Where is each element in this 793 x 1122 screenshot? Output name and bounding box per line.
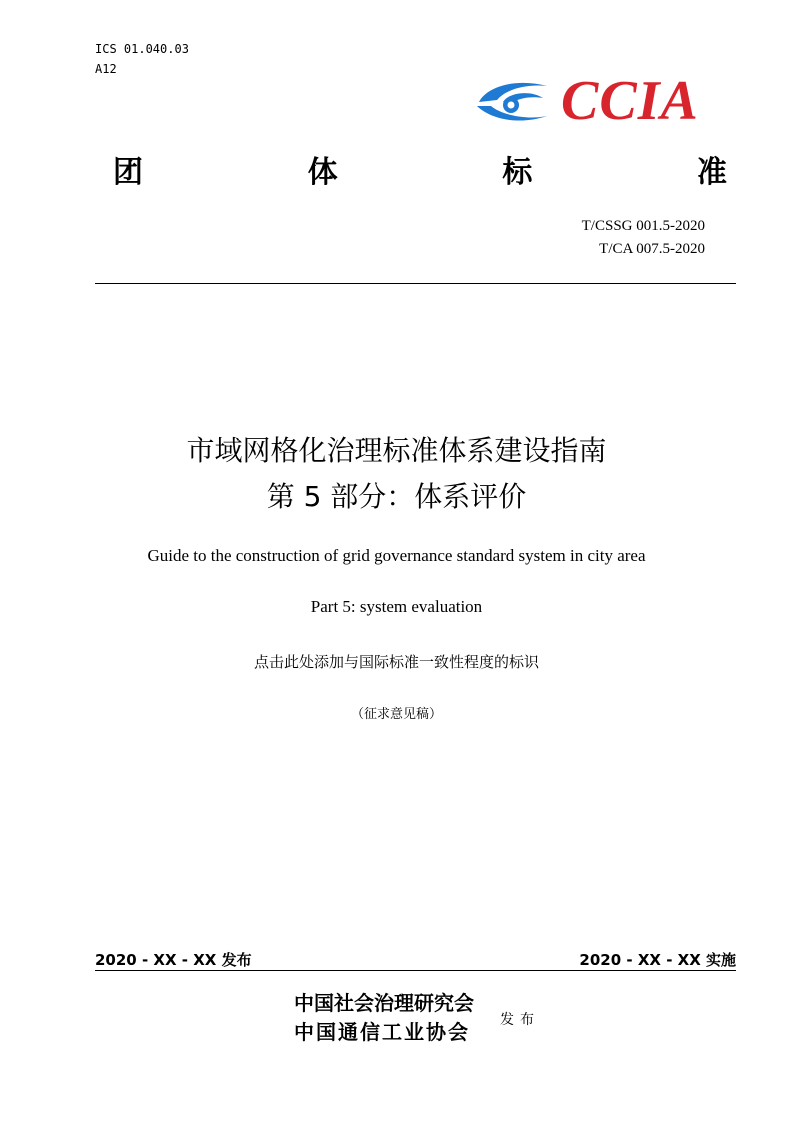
classification-code: A12 — [95, 62, 117, 76]
top-divider — [95, 283, 736, 284]
issuer-org-1: 中国社会治理研究会 — [294, 991, 474, 1015]
issuer-org-2: 中国通信工业协会 — [294, 1020, 470, 1044]
title-cn-line1: 市域网格化治理标准体系建设指南 — [186, 434, 607, 467]
standard-code-ca: T/CA 007.5-2020 — [599, 241, 705, 257]
ccia-emblem-icon — [473, 72, 553, 130]
title-en-line2: Part 5: system evaluation — [310, 597, 483, 616]
standard-type-char: 准 — [696, 155, 727, 190]
standard-type-char: 标 — [502, 155, 533, 190]
draft-status: （征求意见稿） — [350, 707, 442, 722]
bottom-divider — [95, 970, 736, 971]
consistency-placeholder[interactable]: 点击此处添加与国际标准一致性程度的标识 — [253, 653, 539, 671]
standard-type-char: 团 — [113, 155, 143, 190]
standard-type-char: 体 — [307, 155, 338, 190]
ics-code: ICS 01.040.03 — [95, 42, 189, 56]
standard-type-heading — [113, 155, 727, 191]
publish-date: 2020 - XX - XX 发布 — [95, 951, 252, 969]
title-cn-line2: 第 5 部分：体系评价 — [266, 480, 527, 513]
title-en-line1: Guide to the construction of grid governance standard system in city area — [147, 546, 646, 565]
publish-label: 发布 — [500, 1012, 540, 1028]
standard-code-cssg: T/CSSG 001.5-2020 — [581, 218, 705, 234]
ccia-logo — [473, 72, 713, 130]
implement-date: 2020 - XX - XX 实施 — [579, 951, 736, 969]
logo-wordmark: CCIA — [561, 70, 699, 132]
